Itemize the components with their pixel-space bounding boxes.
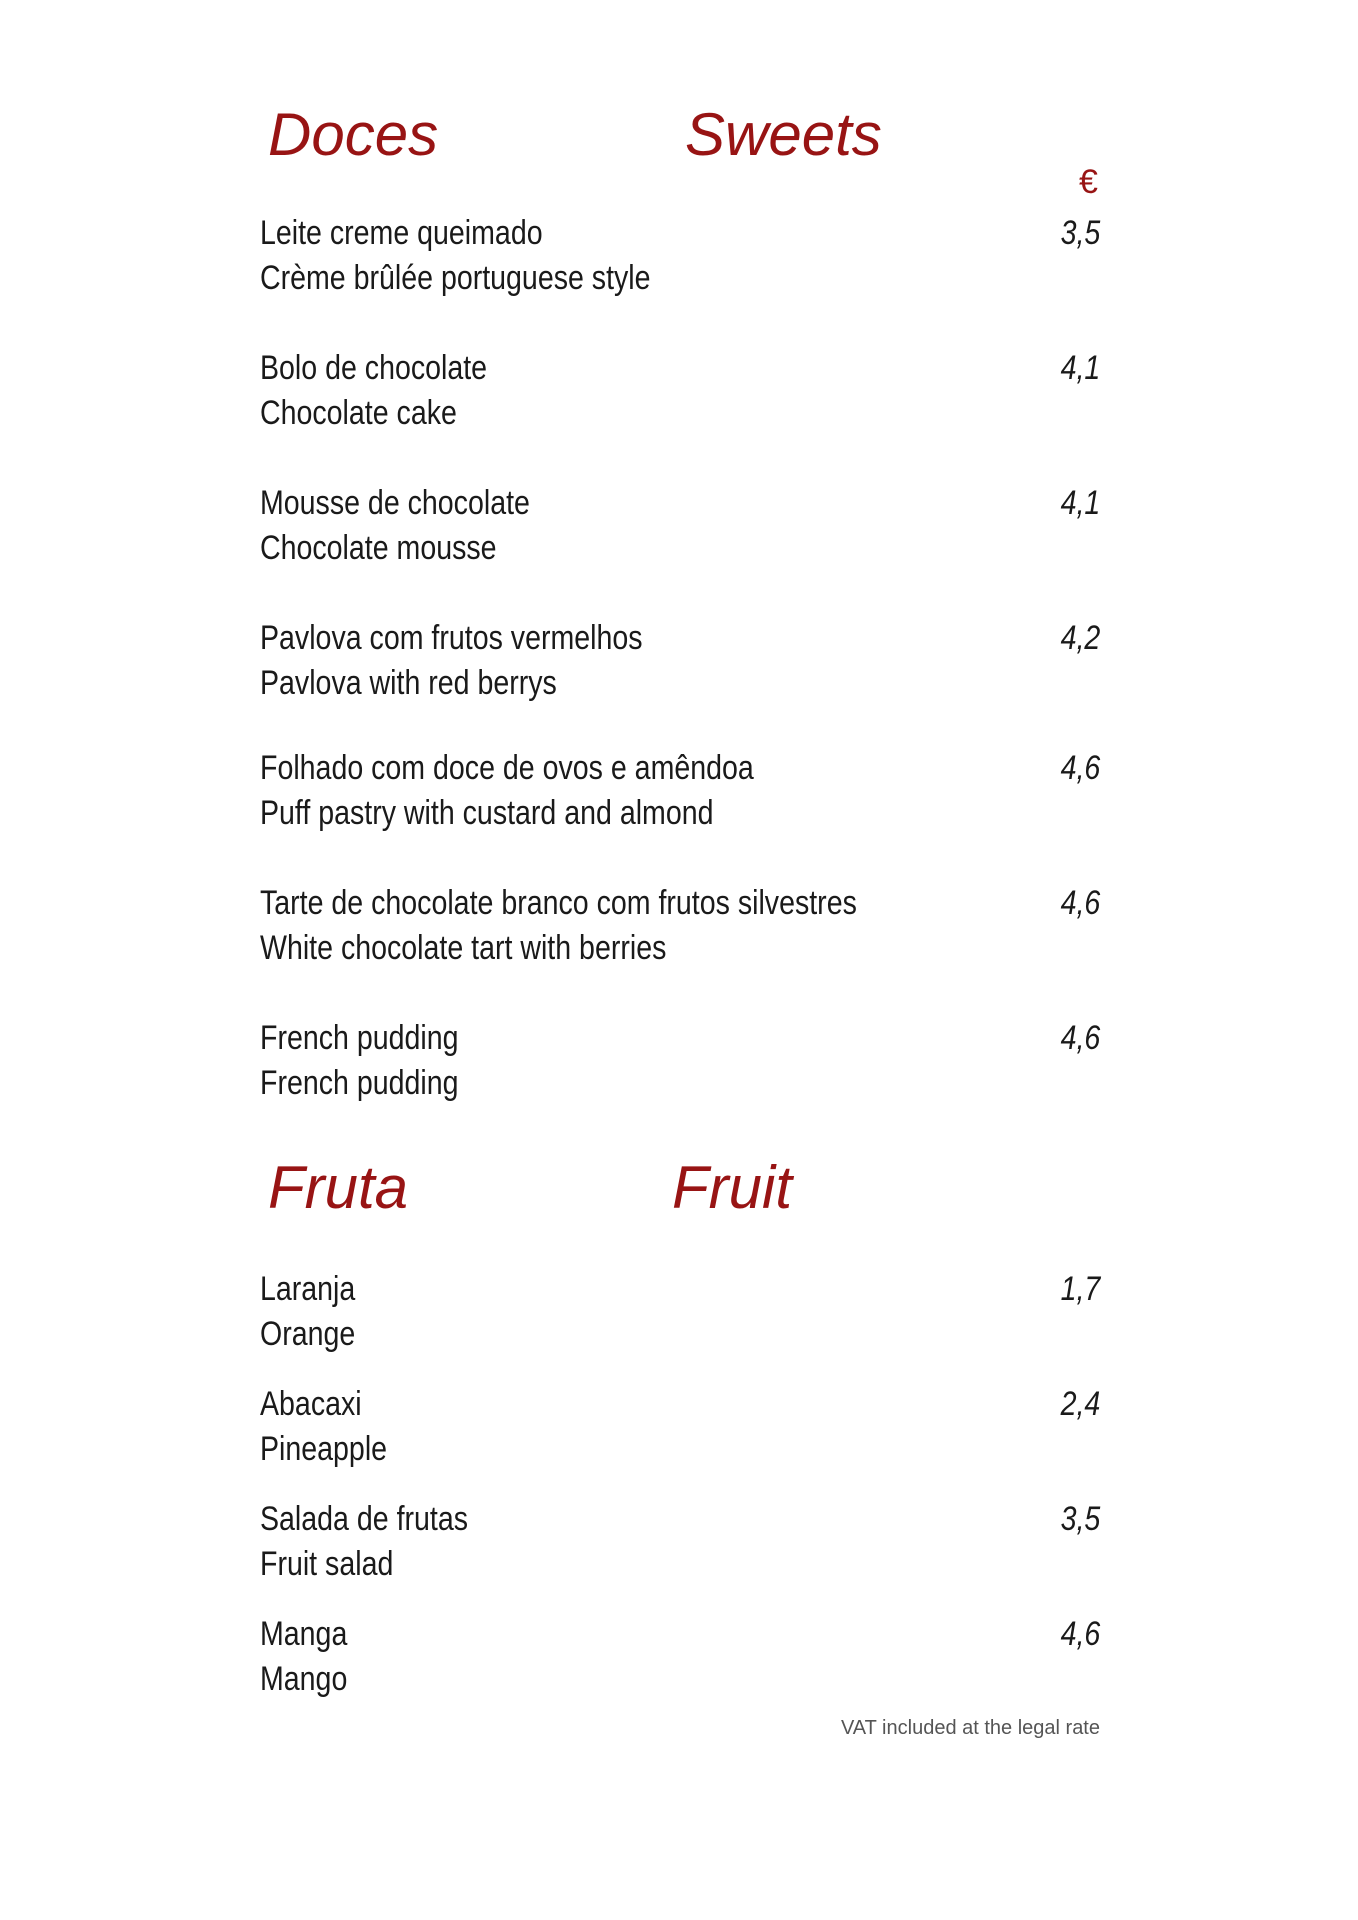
menu-item-mousse-chocolate xyxy=(260,486,1100,576)
menu-item-leite-creme xyxy=(260,216,1100,306)
menu-item-bolo-chocolate xyxy=(260,351,1100,441)
item-name-pt: Manga xyxy=(260,1615,348,1653)
item-price: 4,1 xyxy=(1060,349,1100,387)
item-name-en: Puff pastry with custard and almond xyxy=(260,794,714,832)
item-name-pt: Laranja xyxy=(260,1270,356,1308)
item-price: 4,6 xyxy=(1060,884,1100,922)
menu-item-tarte-chocolate xyxy=(260,886,1100,976)
item-price: 3,5 xyxy=(1060,214,1100,252)
item-name-en: Orange xyxy=(260,1315,356,1353)
item-name-en: Pavlova with red berrys xyxy=(260,664,557,702)
fruit-title-pt: Fruta xyxy=(268,1154,409,1221)
item-name-en: Chocolate mousse xyxy=(260,529,497,567)
menu-item-laranja xyxy=(260,1272,1100,1362)
item-name-en: French pudding xyxy=(260,1064,459,1102)
item-price: 1,7 xyxy=(1060,1270,1100,1308)
vat-note: VAT included at the legal rate xyxy=(840,1717,1100,1739)
fruit-title-en: Fruit xyxy=(672,1154,792,1221)
item-name-pt: Mousse de chocolate xyxy=(260,484,530,522)
menu-item-salada-frutas xyxy=(260,1502,1100,1592)
item-name-en: Chocolate cake xyxy=(260,394,457,432)
item-name-en: Crème brûlée portuguese style xyxy=(260,259,651,297)
item-price: 4,6 xyxy=(1060,749,1100,787)
menu-item-french-pudding xyxy=(260,1021,1100,1111)
menu-item-folhado xyxy=(260,751,1100,841)
item-name-pt: Bolo de chocolate xyxy=(260,349,488,387)
sweets-title-pt: Doces xyxy=(268,101,439,168)
item-name-pt: Pavlova com frutos vermelhos xyxy=(260,619,643,657)
item-price: 4,2 xyxy=(1060,619,1100,657)
currency-symbol: € xyxy=(1079,163,1098,201)
item-price: 3,5 xyxy=(1060,1500,1100,1538)
item-price: 4,1 xyxy=(1060,484,1100,522)
item-name-en: Fruit salad xyxy=(260,1545,394,1583)
item-name-en: Mango xyxy=(260,1660,348,1698)
sweets-title-en: Sweets xyxy=(685,101,882,168)
item-name-pt: Leite creme queimado xyxy=(260,214,543,252)
item-price: 2,4 xyxy=(1060,1385,1100,1423)
menu-item-pavlova xyxy=(260,621,1100,711)
item-name-pt: French pudding xyxy=(260,1019,459,1057)
item-name-en: White chocolate tart with berries xyxy=(260,929,667,967)
item-price: 4,6 xyxy=(1060,1615,1100,1653)
menu-item-manga xyxy=(260,1617,1100,1707)
item-price: 4,6 xyxy=(1060,1019,1100,1057)
item-name-pt: Tarte de chocolate branco com frutos silvestres xyxy=(260,884,857,922)
item-name-pt: Abacaxi xyxy=(260,1385,362,1423)
item-name-pt: Salada de frutas xyxy=(260,1500,469,1538)
item-name-en: Pineapple xyxy=(260,1430,388,1468)
menu-item-abacaxi xyxy=(260,1387,1100,1477)
item-name-pt: Folhado com doce de ovos e amêndoa xyxy=(260,749,754,787)
